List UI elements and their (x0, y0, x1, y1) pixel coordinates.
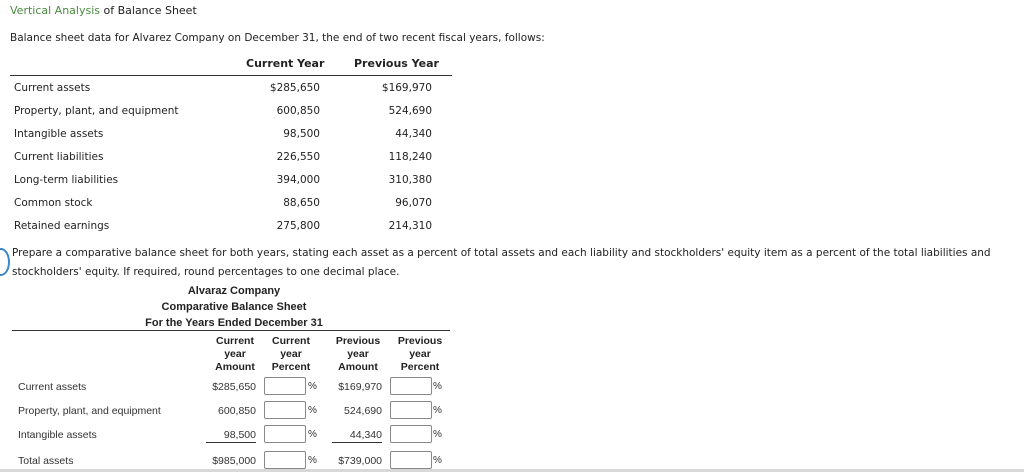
col-current-percent: Current year Percent (271, 335, 311, 373)
col-current-amount: Current year Amount (215, 335, 255, 373)
row-label: Intangible assets (18, 429, 97, 441)
report-divider (12, 330, 450, 331)
previous-amount: $739,000 (338, 455, 382, 467)
previous-percent-input[interactable] (390, 425, 432, 443)
report-row-intangible-assets (12, 424, 452, 448)
col-previous-amount: Previous year Amount (335, 335, 381, 373)
row-current-value: 88,650 (283, 197, 320, 209)
row-previous-value: $169,970 (381, 82, 432, 94)
previous-amount: 524,690 (344, 405, 382, 417)
percent-sign: % (308, 429, 317, 440)
data-row-intangible-assets (10, 123, 452, 146)
percent-sign: % (433, 455, 442, 466)
progress-indicator (0, 248, 10, 276)
header-current-year: Current Year (246, 57, 325, 70)
current-percent-input[interactable] (264, 425, 306, 443)
percent-sign: % (433, 405, 442, 416)
previous-amount: $169,970 (338, 381, 382, 393)
percent-sign: % (433, 429, 442, 440)
previous-percent-input[interactable] (390, 377, 432, 395)
current-amount: $985,000 (212, 455, 256, 467)
data-row-current-assets (10, 77, 452, 100)
col-previous-percent: Previous year Percent (397, 335, 443, 373)
current-percent-input[interactable] (264, 451, 306, 469)
row-label: Current assets (14, 82, 91, 94)
row-previous-value: 118,240 (388, 151, 432, 163)
percent-sign: % (308, 405, 317, 416)
row-previous-value: 524,690 (388, 105, 432, 117)
row-current-value: 98,500 (283, 128, 320, 140)
row-previous-value: 44,340 (395, 128, 432, 140)
header-previous-year: Previous Year (354, 57, 439, 70)
row-label: Current liabilities (14, 151, 104, 163)
percent-sign: % (308, 381, 317, 392)
row-label: Property, plant, and equipment (14, 105, 179, 117)
row-current-value: 226,550 (276, 151, 320, 163)
row-previous-value: 214,310 (388, 220, 432, 232)
row-label: Long-term liabilities (14, 174, 119, 186)
row-label: Common stock (14, 197, 93, 209)
current-amount: $285,650 (212, 381, 256, 393)
report-row-ppe (12, 400, 452, 424)
current-amount: 98,500 (206, 429, 256, 443)
title-link[interactable]: Vertical Analysis (10, 4, 100, 17)
row-current-value: $285,650 (269, 82, 320, 94)
header-divider (10, 75, 452, 76)
current-amount: 600,850 (218, 405, 256, 417)
page-title (10, 4, 197, 17)
row-label: Current assets (18, 381, 87, 393)
instructions-text: Prepare a comparative balance sheet for both years, stating each asset as a percent of total assets and each liability and stockholders' equity item as a percent of the total liabilities and stockholders' equity. If required, round percentages to one decimal place. (12, 247, 991, 278)
row-current-value: 600,850 (276, 105, 320, 117)
previous-percent-input[interactable] (390, 451, 432, 469)
row-current-value: 275,800 (276, 220, 320, 232)
report-statement: Comparative Balance Sheet (161, 301, 307, 313)
row-label: Intangible assets (14, 128, 104, 140)
row-label: Total assets (18, 455, 74, 467)
percent-sign: % (433, 381, 442, 392)
row-label: Retained earnings (14, 220, 110, 232)
data-row-current-liabilities (10, 146, 452, 169)
current-percent-input[interactable] (264, 377, 306, 395)
previous-percent-input[interactable] (390, 401, 432, 419)
row-current-value: 394,000 (276, 174, 320, 186)
row-previous-value: 96,070 (395, 197, 432, 209)
intro-text: Balance sheet data for Alvarez Company on December 31, the end of two recent fiscal years, follows: (10, 32, 545, 44)
previous-amount: 44,340 (332, 429, 382, 443)
row-previous-value: 310,380 (388, 174, 432, 186)
data-row-ppe (10, 100, 452, 123)
report-row-current-assets (12, 376, 452, 400)
current-percent-input[interactable] (264, 401, 306, 419)
percent-sign: % (308, 455, 317, 466)
title-text: of Balance Sheet (100, 4, 197, 17)
report-period: For the Years Ended December 31 (145, 317, 323, 329)
data-row-retained-earnings (10, 215, 452, 238)
row-label: Property, plant, and equipment (18, 405, 161, 417)
report-company: Alvaraz Company (187, 285, 281, 297)
data-row-long-term-liabilities (10, 169, 452, 192)
data-row-common-stock (10, 192, 452, 215)
